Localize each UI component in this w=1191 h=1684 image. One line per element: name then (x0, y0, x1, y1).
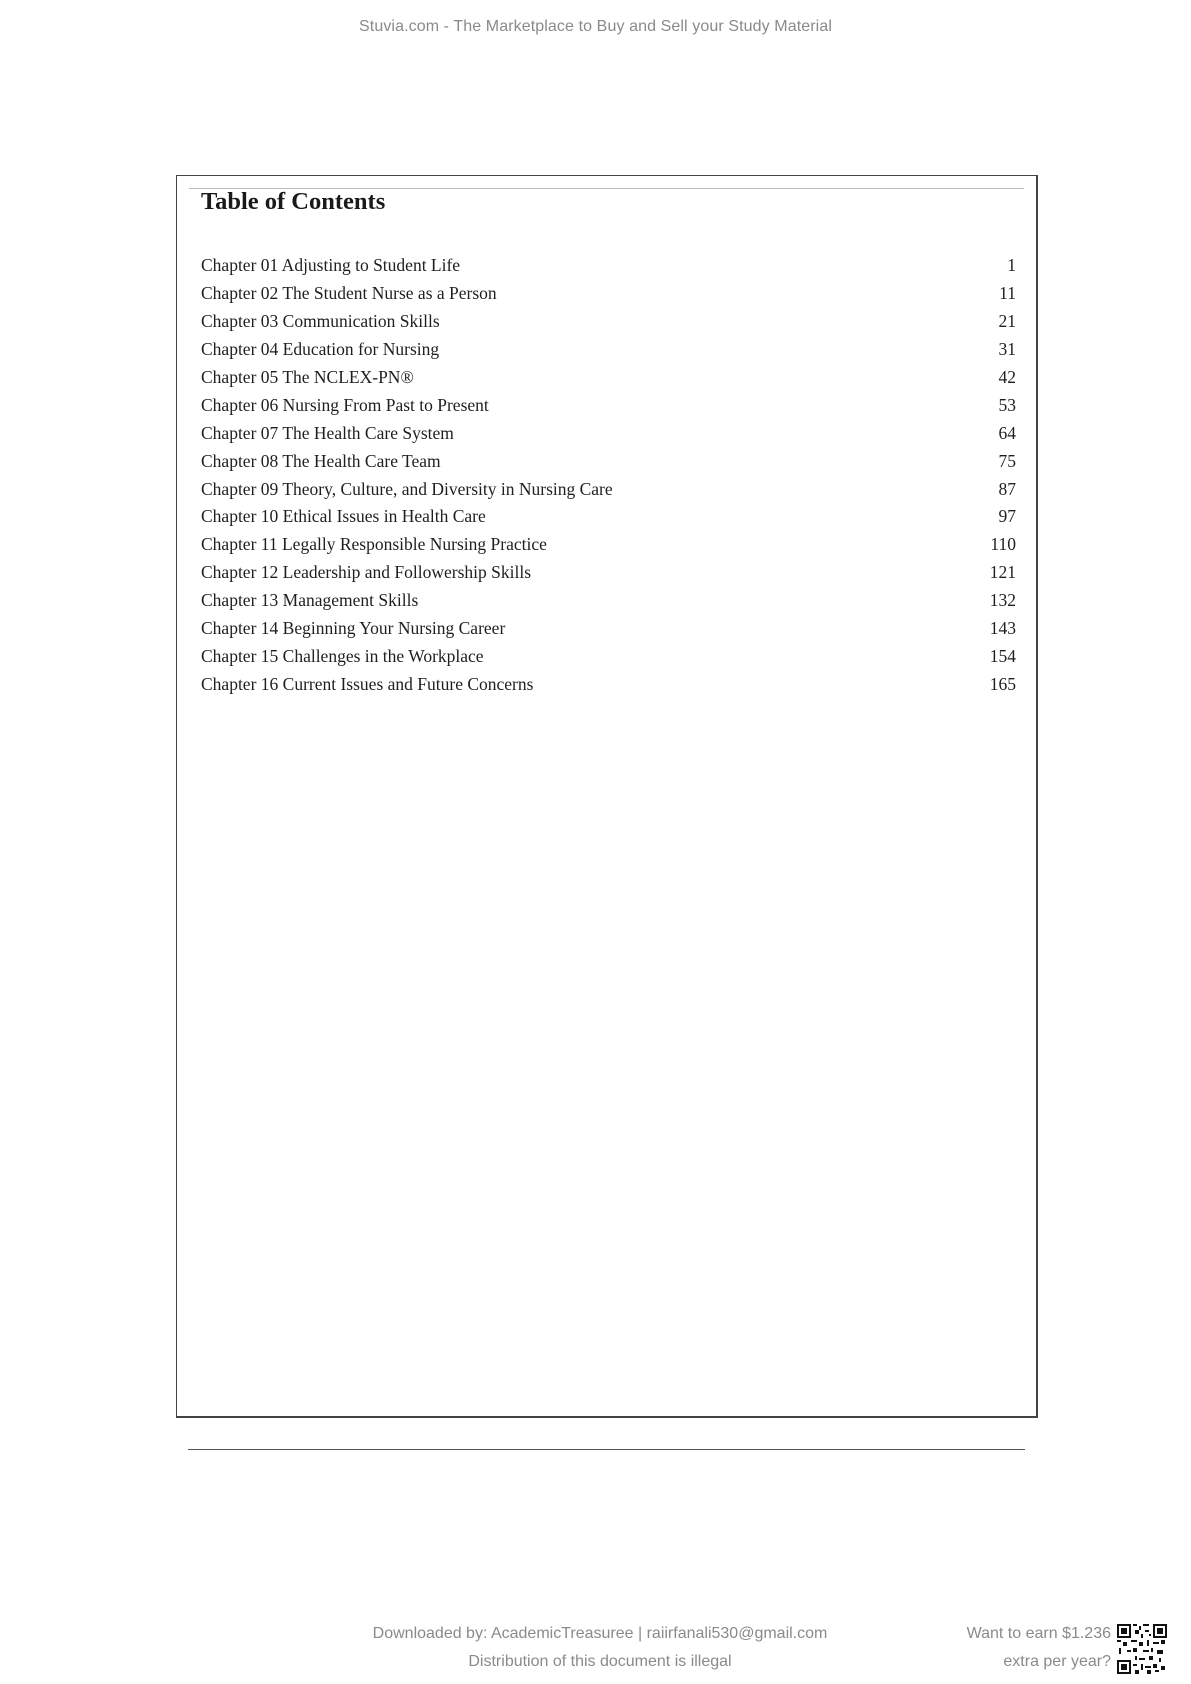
toc-entry-page: 143 (989, 618, 1016, 639)
toc-entry[interactable] (201, 451, 1016, 479)
toc-entry-page: 64 (998, 422, 1016, 443)
downloaded-by-text: Downloaded by: AcademicTreasuree | raiirfanali530@gmail.com (372, 1625, 828, 1642)
toc-entry-label: Chapter 09 Theory, Culture, and Diversity in Nursing Care (201, 478, 613, 499)
toc-entry-label: Chapter 04 Education for Nursing (201, 338, 440, 359)
toc-entry-label: Chapter 11 Legally Responsible Nursing Practice (201, 534, 547, 555)
toc-entry-page: 121 (989, 562, 1016, 583)
toc-entry[interactable] (201, 311, 1016, 339)
toc-list (201, 255, 1016, 702)
toc-entry-page: 110 (990, 534, 1016, 555)
toc-entry-label: Chapter 14 Beginning Your Nursing Career (201, 618, 506, 639)
toc-entry-page: 154 (989, 646, 1016, 667)
earn-promo-line-2[interactable]: extra per year? (1003, 1653, 1111, 1670)
qr-code-icon[interactable] (1117, 1623, 1167, 1675)
toc-entry-label: Chapter 02 The Student Nurse as a Person (201, 282, 497, 303)
toc-entry-label: Chapter 01 Adjusting to Student Life (201, 255, 461, 275)
toc-entry-label: Chapter 03 Communication Skills (201, 310, 440, 331)
toc-entry-page: 53 (998, 394, 1016, 415)
toc-entry-page: 75 (998, 450, 1016, 471)
toc-entry-page: 97 (998, 506, 1016, 527)
toc-entry-page: 11 (999, 282, 1016, 303)
toc-entry-label: Chapter 05 The NCLEX-PN® (201, 366, 414, 387)
toc-entry[interactable] (201, 506, 1016, 534)
footer-rule (188, 1449, 1025, 1450)
toc-entry-page: 87 (998, 478, 1016, 499)
toc-entry[interactable] (201, 590, 1016, 618)
toc-entry[interactable] (201, 255, 1016, 283)
toc-entry-label: Chapter 08 The Health Care Team (201, 450, 441, 471)
toc-entry[interactable] (201, 534, 1016, 562)
toc-entry-label: Chapter 10 Ethical Issues in Health Care (201, 506, 486, 527)
toc-entry-label: Chapter 15 Challenges in the Workplace (201, 646, 484, 667)
toc-entry-page: 31 (998, 338, 1016, 359)
toc-entry-page: 132 (989, 590, 1016, 611)
toc-entry[interactable] (201, 562, 1016, 590)
toc-entry[interactable] (201, 367, 1016, 395)
toc-title: Table of Contents (201, 188, 386, 215)
toc-entry-label: Chapter 12 Leadership and Followership Skills (201, 562, 532, 583)
toc-entry[interactable] (201, 618, 1016, 646)
toc-entry[interactable] (201, 479, 1016, 507)
toc-entry-page: 1 (1007, 255, 1016, 275)
toc-entry-label: Chapter 06 Nursing From Past to Present (201, 394, 489, 415)
toc-entry-label: Chapter 07 The Health Care System (201, 422, 454, 443)
toc-entry[interactable] (201, 674, 1016, 702)
toc-entry-label: Chapter 13 Management Skills (201, 590, 419, 611)
toc-entry-page: 21 (998, 310, 1016, 331)
toc-entry[interactable] (201, 646, 1016, 674)
toc-entry-page: 42 (998, 366, 1016, 387)
toc-entry[interactable] (201, 423, 1016, 451)
toc-entry-label: Chapter 16 Current Issues and Future Concerns (201, 674, 534, 695)
toc-entry[interactable] (201, 395, 1016, 423)
toc-entry[interactable] (201, 339, 1016, 367)
site-banner: Stuvia.com - The Marketplace to Buy and Sell your Study Material (359, 18, 832, 35)
earn-promo-line-1[interactable]: Want to earn $1.236 (966, 1625, 1111, 1642)
document-page-frame (176, 175, 1038, 1418)
toc-entry[interactable] (201, 283, 1016, 311)
distribution-notice: Distribution of this document is illegal (468, 1653, 732, 1670)
toc-entry-page: 165 (989, 674, 1016, 695)
